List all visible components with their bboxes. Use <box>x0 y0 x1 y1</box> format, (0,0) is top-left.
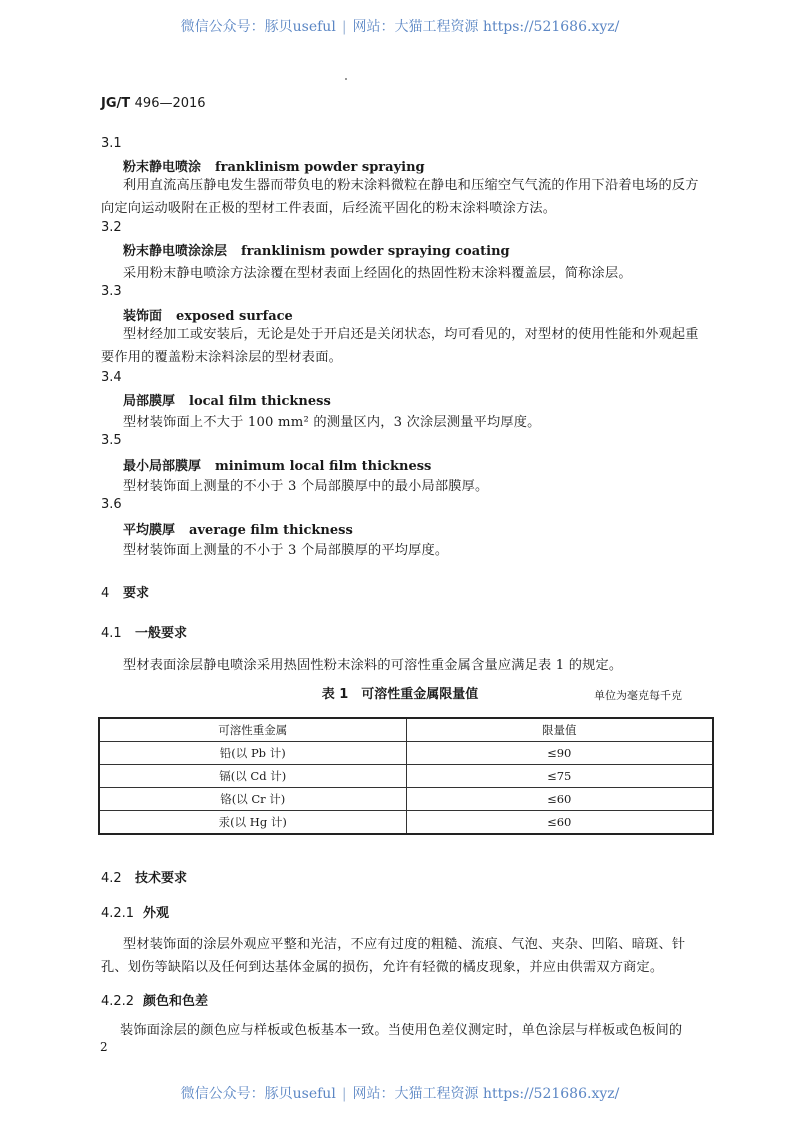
watermark-separator: | <box>341 1086 347 1102</box>
term-en: exposed surface <box>176 309 293 324</box>
term-definition-3-6: 型材装饰面上测量的不小于 3 个局部膜厚的平均厚度。 <box>123 543 449 558</box>
watermark-wechat: 微信公众号：豚贝useful <box>180 19 336 35</box>
term-heading-3-1 <box>123 156 425 175</box>
heavy-metal-limits-table <box>98 717 714 835</box>
term-definition-3-3: 型材经加工或安装后，无论是处于开启还是关闭状态，均可看见的，对型材的使用性能和外观起重要作用的覆盖粉末涂料涂层的型材表面。 <box>101 327 699 365</box>
column-header-limit: 限量值 <box>406 718 713 742</box>
term-heading-3-6 <box>123 519 353 538</box>
section-title: 一般要求 <box>135 626 188 641</box>
term-cn: 局部膜厚 <box>123 394 176 409</box>
column-header-metal: 可溶性重金属 <box>99 718 406 742</box>
section-number: 4.2 <box>101 871 122 886</box>
standard-code <box>101 96 206 111</box>
clause-number-3-2: 3.2 <box>101 220 122 235</box>
term-definition-3-4: 型材装饰面上不大于 100 mm² 的测量区内，3 次涂层测量平均厚度。 <box>123 415 541 430</box>
watermark-top <box>0 16 800 36</box>
term-en: franklinism powder spraying <box>215 160 425 175</box>
table-1-unit: 单位为毫克每千克 <box>594 689 682 702</box>
watermark-bottom <box>0 1083 800 1103</box>
section-number: 4 <box>101 586 110 601</box>
section-4-2-heading <box>101 867 187 886</box>
scan-speck <box>345 78 347 80</box>
term-definition-3-5: 型材装饰面上测量的不小于 3 个局部膜厚中的最小局部膜厚。 <box>123 479 489 494</box>
section-title: 技术要求 <box>135 871 188 886</box>
term-en: local film thickness <box>189 394 331 409</box>
table-header-row <box>99 718 713 742</box>
term-cn: 装饰面 <box>123 309 163 324</box>
section-4-1-text: 型材表面涂层静电喷涂采用热固性粉末涂料的可溶性重金属含量应满足表 1 的规定。 <box>123 658 623 673</box>
page-number: 2 <box>100 1040 108 1054</box>
cell-metal: 镉(以 Cd 计) <box>99 765 406 788</box>
standard-code-prefix: JG/T <box>101 96 131 111</box>
section-number: 4.2.2 <box>101 994 135 1009</box>
clause-number-3-1: 3.1 <box>101 136 122 151</box>
clause-number-3-3: 3.3 <box>101 284 122 299</box>
watermark-wechat: 微信公众号：豚贝useful <box>180 1086 336 1102</box>
watermark-separator: | <box>341 19 347 35</box>
section-title: 外观 <box>143 906 170 921</box>
table-row <box>99 765 713 788</box>
term-definition-3-2: 采用粉末静电喷涂方法涂覆在型材表面上经固化的热固性粉末涂料覆盖层，简称涂层。 <box>123 266 632 281</box>
term-cn: 粉末静电喷涂 <box>123 160 202 175</box>
term-heading-3-3 <box>123 305 293 324</box>
section-number: 4.1 <box>101 626 122 641</box>
clause-number-3-6: 3.6 <box>101 497 122 512</box>
term-heading-3-5 <box>123 455 431 474</box>
section-4-2-1-heading <box>101 902 169 921</box>
section-4-2-2-heading <box>101 990 208 1009</box>
term-cn: 平均膜厚 <box>123 523 176 538</box>
section-4-2-2-text: 装饰面涂层的颜色应与样板或色板基本一致。当使用色差仪测定时，单色涂层与样板或色板间的 <box>120 1023 683 1038</box>
cell-limit: ≤60 <box>406 788 713 811</box>
cell-limit: ≤75 <box>406 765 713 788</box>
term-heading-3-4 <box>123 390 331 409</box>
section-number: 4.2.1 <box>101 906 135 921</box>
term-en: franklinism powder spraying coating <box>241 244 510 259</box>
clause-number-3-4: 3.4 <box>101 370 122 385</box>
clause-number-3-5: 3.5 <box>101 433 122 448</box>
term-en: minimum local film thickness <box>215 459 432 474</box>
standard-code-number: 496—2016 <box>134 96 206 111</box>
term-cn: 最小局部膜厚 <box>123 459 202 474</box>
table-row <box>99 742 713 765</box>
cell-metal: 汞(以 Hg 计) <box>99 811 406 835</box>
cell-metal: 铅(以 Pb 计) <box>99 742 406 765</box>
table-row <box>99 811 713 835</box>
term-heading-3-2 <box>123 240 510 259</box>
watermark-website: 网站：大猫工程资源 https://521686.xyz/ <box>352 1086 620 1102</box>
term-cn: 粉末静电喷涂涂层 <box>123 244 228 259</box>
term-definition-3-1: 利用直流高压静电发生器而带负电的粉末涂料微粒在静电和压缩空气气流的作用下沿着电场的反方向定向运动吸附在正极的型材工件表面，后经流平固化的粉末涂料喷涂方法。 <box>101 178 699 216</box>
term-en: average film thickness <box>189 523 353 538</box>
watermark-website: 网站：大猫工程资源 https://521686.xyz/ <box>352 19 620 35</box>
cell-metal: 铬(以 Cr 计) <box>99 788 406 811</box>
section-title: 要求 <box>123 586 150 601</box>
section-title: 颜色和色差 <box>143 994 209 1009</box>
cell-limit: ≤90 <box>406 742 713 765</box>
table-1-title: 表 1 可溶性重金属限量值 <box>321 687 479 702</box>
section-4-2-1-text: 型材装饰面的涂层外观应平整和光洁，不应有过度的粗糙、流痕、气泡、夹杂、凹陷、暗斑、针孔、划伤等缺陷以及任何到达基体金属的损伤，允许有轻微的橘皮现象，并应由供需双方商定。 <box>101 937 686 975</box>
section-4-heading <box>101 582 149 601</box>
section-4-1-heading <box>101 622 187 641</box>
table-row <box>99 788 713 811</box>
cell-limit: ≤60 <box>406 811 713 835</box>
